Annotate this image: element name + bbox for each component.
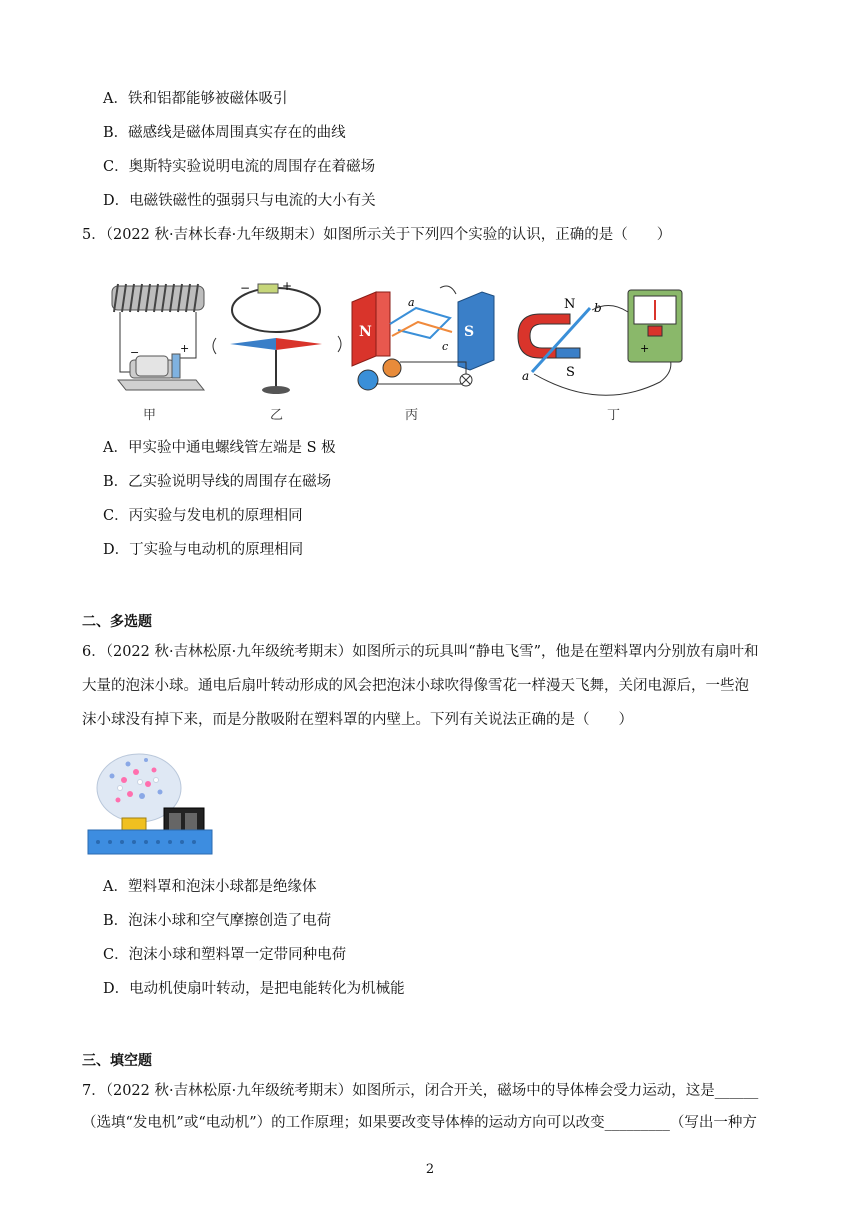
generator-experiment-illustration: [352, 286, 494, 390]
oersted-experiment-illustration: [213, 279, 341, 394]
q6-option-d: D．电动机使扇叶转动，是把电能转化为机械能: [103, 981, 405, 997]
south-pole-label: S: [464, 324, 475, 340]
static-snow-toy-photo: [84, 750, 214, 862]
section-heading-multiple-choice: 二、多选题: [82, 614, 152, 630]
q5-figure: [100, 272, 700, 422]
q6-option-a: A．塑料罩和泡沫小球都是绝缘体: [103, 879, 317, 895]
page-number: 2: [425, 1162, 435, 1177]
q6-option-c: C．泡沫小球和塑料罩一定带同种电荷: [103, 947, 347, 963]
section-heading-fill-in: 三、填空题: [82, 1053, 152, 1069]
q4-option-a: A．铁和铝都能够被磁体吸引: [103, 91, 288, 107]
q5-option-d: D．丁实验与电动机的原理相同: [103, 542, 304, 558]
electromagnetic-induction-illustration: [518, 290, 682, 395]
q5-option-a: A．甲实验中通电螺线管左端是 S 极: [103, 440, 336, 456]
q6-stem-line-3: 沫小球没有掉下来，而是分散吸附在塑料罩的内壁上。下列有关说法正确的是（ ）: [82, 712, 633, 728]
label-a: a: [408, 296, 415, 309]
q7-stem-line-1: 7．（2022 秋·吉林松原·九年级统考期末）如图所示，闭合开关，磁场中的导体棒会受力运动，这是______: [82, 1083, 759, 1099]
q5-option-b: B．乙实验说明导线的周围存在磁场: [103, 474, 332, 490]
plus-sign: +: [640, 342, 650, 355]
plus-sign: +: [180, 342, 190, 355]
figure-caption-yi: 乙: [270, 408, 284, 423]
figure-caption-bing: 丙: [405, 408, 419, 423]
figure-caption-jia: 甲: [143, 408, 157, 423]
solenoid-experiment-illustration: [112, 284, 204, 390]
label-b: b: [594, 301, 602, 315]
q6-option-b: B．泡沫小球和空气摩擦创造了电荷: [103, 913, 332, 929]
q4-option-d: D．电磁铁磁性的强弱只与电流的大小有关: [103, 193, 376, 209]
q7-stem-line-2: （选填“发电机”或“电动机”）的工作原理；如果要改变导体棒的运动方向可以改变_________（写出一种方: [82, 1115, 757, 1131]
south-pole-label: S: [566, 365, 575, 380]
q4-option-c: C．奥斯特实验说明电流的周围存在着磁场: [103, 159, 376, 175]
minus-sign: −: [240, 281, 251, 295]
label-a: a: [522, 369, 530, 383]
label-c: c: [442, 340, 449, 353]
q5-option-c: C．丙实验与发电机的原理相同: [103, 508, 303, 524]
north-pole-label: N: [564, 297, 576, 312]
figure-caption-ding: 丁: [607, 408, 621, 423]
q6-stem-line-1: 6．（2022 秋·吉林松原·九年级统考期末）如图所示的玩具叫“静电飞雪”，他是在塑料罩内分别放有扇叶和: [82, 644, 759, 660]
plus-sign: +: [282, 279, 293, 293]
q6-stem-line-2: 大量的泡沫小球。通电后扇叶转动形成的风会把泡沫小球吹得像雪花一样漫天飞舞，关闭电源后，一些泡: [82, 678, 749, 694]
q5-stem: 5．（2022 秋·吉林长春·九年级期末）如图所示关于下列四个实验的认识，正确的是（ ）: [82, 227, 672, 243]
minus-sign: −: [130, 346, 140, 359]
q4-option-b: B．磁感线是磁体周围真实存在的曲线: [103, 125, 346, 141]
north-pole-label: N: [359, 324, 372, 340]
